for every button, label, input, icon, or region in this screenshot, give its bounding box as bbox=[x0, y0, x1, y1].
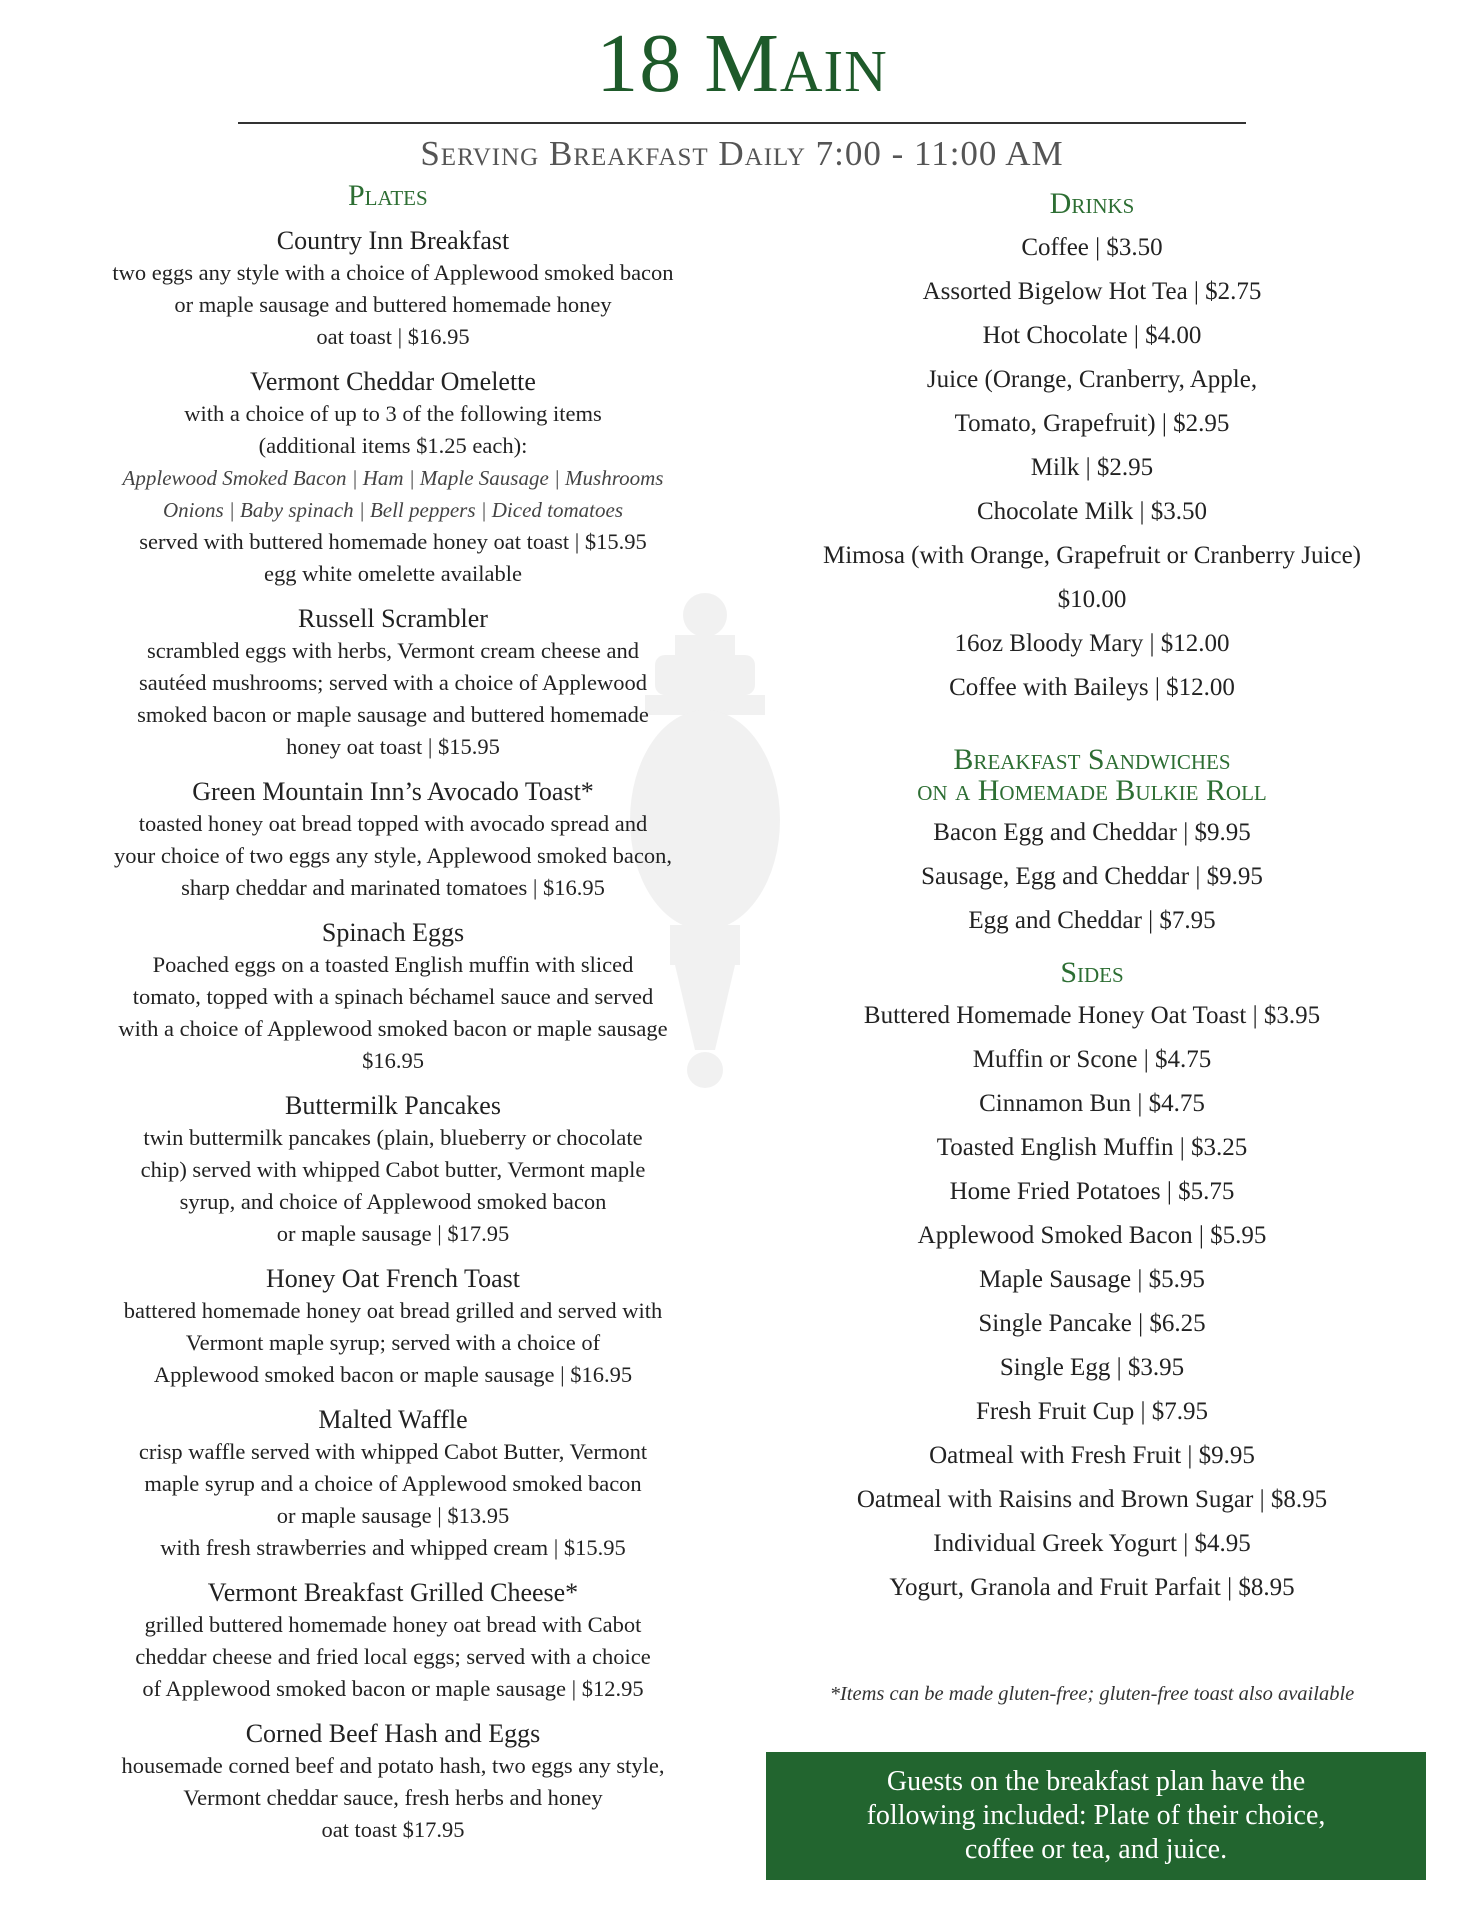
sandwiches-heading-line2: on a Homemade Bulkie Roll bbox=[917, 774, 1267, 807]
dish-description: $16.95 bbox=[362, 1047, 424, 1073]
dish-description: sautéed mushrooms; served with a choice of Applewood bbox=[138, 669, 647, 695]
dish-description: two eggs any style with a choice of Applewood smoked bacon bbox=[112, 259, 674, 285]
dish-description: sharp cheddar and marinated tomatoes | $16.95 bbox=[181, 874, 605, 900]
dish-description: cheddar cheese and fried local eggs; served with a choice bbox=[135, 1643, 651, 1669]
dish-description: or maple sausage and buttered homemade honey bbox=[174, 291, 612, 317]
menu-item: Hot Chocolate | $4.00 bbox=[982, 321, 1202, 349]
dish-name: Corned Beef Hash and Eggs bbox=[245, 1718, 541, 1748]
menu-item: Coffee with Baileys | $12.00 bbox=[949, 673, 1235, 701]
menu-item: Applewood Smoked Bacon | $5.95 bbox=[917, 1222, 1267, 1249]
menu-item: Sausage, Egg and Cheddar | $9.95 bbox=[921, 862, 1263, 890]
dish-description: egg white omelette available bbox=[263, 560, 522, 586]
dish-name: Russell Scrambler bbox=[298, 603, 488, 633]
menu-item: Tomato, Grapefruit) | $2.95 bbox=[954, 409, 1230, 437]
dish-description: tomato, topped with a spinach béchamel sauce and served bbox=[132, 983, 654, 1009]
plates-column bbox=[58, 180, 728, 1846]
sandwiches-heading-line1: Breakfast Sandwiches bbox=[953, 742, 1231, 776]
dish-description: twin buttermilk pancakes (plain, blueberry or chocolate bbox=[143, 1124, 643, 1150]
drinks-heading: Drinks bbox=[1049, 187, 1135, 220]
dish-description: scrambled eggs with herbs, Vermont cream cheese and bbox=[147, 637, 639, 663]
dish-description: chip) served with whipped Cabot butter, Vermont maple bbox=[140, 1156, 646, 1182]
menu-item: Muffin or Scone | $4.75 bbox=[972, 1046, 1212, 1073]
plates-heading: Plates bbox=[348, 179, 428, 212]
menu-item: Buttered Homemade Honey Oat Toast | $3.95 bbox=[863, 1002, 1321, 1029]
dish-name: Buttermilk Pancakes bbox=[285, 1090, 501, 1120]
dish-description: with a choice of up to 3 of the following items bbox=[184, 400, 602, 426]
dish-description: smoked bacon or maple sausage and buttered homemade bbox=[137, 701, 649, 727]
drinks-list bbox=[752, 226, 1432, 710]
dish-description: Applewood smoked bacon or maple sausage | $16.95 bbox=[153, 1361, 633, 1387]
dish-description: with a choice of Applewood smoked bacon or maple sausage bbox=[118, 1015, 668, 1041]
menu-item: $10.00 bbox=[1057, 585, 1127, 613]
dish-description: of Applewood smoked bacon or maple sausage | $12.95 bbox=[142, 1675, 644, 1701]
dish-description: housemade corned beef and potato hash, two eggs any style, bbox=[121, 1752, 665, 1778]
dish-name: Honey Oat French Toast bbox=[265, 1263, 521, 1293]
breakfast-plan-box bbox=[766, 1752, 1426, 1880]
dish-description: (additional items $1.25 each): bbox=[258, 432, 528, 458]
dish-description: crisp waffle served with whipped Cabot Butter, Vermont bbox=[138, 1438, 648, 1464]
dish-description: Vermont cheddar sauce, fresh herbs and honey bbox=[183, 1784, 603, 1810]
dish-description: Poached eggs on a toasted English muffin with sliced bbox=[152, 951, 634, 977]
menu-item: Mimosa (with Orange, Grapefruit or Cranberry Juice) bbox=[822, 541, 1361, 569]
menu-item: Home Fried Potatoes | $5.75 bbox=[949, 1178, 1235, 1205]
menu-dish bbox=[58, 1717, 728, 1846]
menu-dish bbox=[58, 1262, 728, 1391]
dish-description: served with buttered homemade honey oat toast | $15.95 bbox=[139, 528, 647, 554]
menu-item: Coffee | $3.50 bbox=[1021, 233, 1163, 261]
dish-description: grilled buttered homemade honey oat bread with Cabot bbox=[144, 1611, 642, 1637]
menu-item: Juice (Orange, Cranberry, Apple, bbox=[926, 365, 1258, 393]
dish-description: or maple sausage | $13.95 bbox=[276, 1502, 510, 1528]
menu-item: Single Pancake | $6.25 bbox=[978, 1310, 1206, 1337]
plan-line: following included: Plate of their choice, bbox=[866, 1800, 1326, 1831]
dish-options: Onions | Baby spinach | Bell peppers | Diced tomatoes bbox=[163, 497, 623, 522]
sides-heading: Sides bbox=[1060, 955, 1124, 989]
menu-item: Bacon Egg and Cheddar | $9.95 bbox=[933, 818, 1251, 846]
menu-item: Egg and Cheddar | $7.95 bbox=[968, 906, 1216, 934]
menu-item: Single Egg | $3.95 bbox=[999, 1354, 1185, 1381]
page-title: 18 Main bbox=[596, 17, 888, 110]
menu-item: 16oz Bloody Mary | $12.00 bbox=[954, 629, 1230, 657]
dish-description: syrup, and choice of Applewood smoked bacon bbox=[179, 1188, 607, 1214]
dish-name: Spinach Eggs bbox=[321, 917, 465, 947]
menu-dish bbox=[58, 1089, 728, 1250]
menu-item: Cinnamon Bun | $4.75 bbox=[979, 1090, 1205, 1117]
dish-description: Vermont maple syrup; served with a choice of bbox=[185, 1329, 601, 1355]
dish-name: Vermont Cheddar Omelette bbox=[250, 366, 536, 396]
title-divider bbox=[238, 122, 1246, 124]
dish-description: oat toast | $16.95 bbox=[316, 323, 470, 349]
menu-dish bbox=[58, 602, 728, 763]
dish-description: your choice of two eggs any style, Applewood smoked bacon, bbox=[113, 842, 672, 868]
sandwiches-list bbox=[752, 811, 1432, 943]
menu-item: Oatmeal with Fresh Fruit | $9.95 bbox=[929, 1442, 1255, 1469]
right-column bbox=[752, 188, 1432, 1610]
dish-description: honey oat toast | $15.95 bbox=[286, 733, 500, 759]
menu-dish bbox=[58, 1576, 728, 1705]
menu-dish bbox=[58, 916, 728, 1077]
menu-item: Individual Greek Yogurt | $4.95 bbox=[933, 1530, 1251, 1557]
dish-name: Green Mountain Inn’s Avocado Toast* bbox=[192, 776, 594, 806]
serving-hours: Serving Breakfast Daily 7:00 - 11:00 AM bbox=[420, 134, 1064, 173]
menu-dish bbox=[58, 224, 728, 353]
dish-description: maple syrup and a choice of Applewood smoked bacon bbox=[144, 1470, 642, 1496]
dish-description: oat toast $17.95 bbox=[321, 1816, 465, 1842]
gluten-free-footnote: *Items can be made gluten-free; gluten-free toast also available bbox=[829, 1683, 1355, 1705]
dish-description: with fresh strawberries and whipped cream | $15.95 bbox=[160, 1534, 626, 1560]
plan-line: Guests on the breakfast plan have the bbox=[886, 1766, 1306, 1797]
dish-name: Vermont Breakfast Grilled Cheese* bbox=[207, 1577, 579, 1607]
sides-list bbox=[752, 994, 1432, 1610]
dish-description: toasted honey oat bread topped with avocado spread and bbox=[138, 810, 648, 836]
menu-item: Chocolate Milk | $3.50 bbox=[977, 497, 1207, 525]
menu-item: Toasted English Muffin | $3.25 bbox=[936, 1134, 1248, 1161]
dish-description: or maple sausage | $17.95 bbox=[276, 1220, 510, 1246]
menu-item: Assorted Bigelow Hot Tea | $2.75 bbox=[922, 277, 1262, 305]
dish-description: battered homemade honey oat bread grilled and served with bbox=[123, 1297, 663, 1323]
dish-name: Country Inn Breakfast bbox=[276, 225, 510, 255]
menu-dish bbox=[58, 775, 728, 904]
menu-dish bbox=[58, 365, 728, 590]
dish-name: Malted Waffle bbox=[318, 1404, 468, 1434]
menu-item: Milk | $2.95 bbox=[1030, 453, 1154, 481]
plates-list bbox=[58, 224, 728, 1846]
dish-options: Applewood Smoked Bacon | Ham | Maple Sausage | Mushrooms bbox=[122, 465, 664, 490]
menu-item: Yogurt, Granola and Fruit Parfait | $8.95 bbox=[889, 1574, 1295, 1601]
menu-item: Maple Sausage | $5.95 bbox=[979, 1266, 1205, 1293]
menu-item: Fresh Fruit Cup | $7.95 bbox=[975, 1398, 1209, 1425]
menu-item: Oatmeal with Raisins and Brown Sugar | $8.95 bbox=[856, 1486, 1328, 1513]
plan-line: coffee or tea, and juice. bbox=[964, 1834, 1228, 1865]
menu-dish bbox=[58, 1403, 728, 1564]
